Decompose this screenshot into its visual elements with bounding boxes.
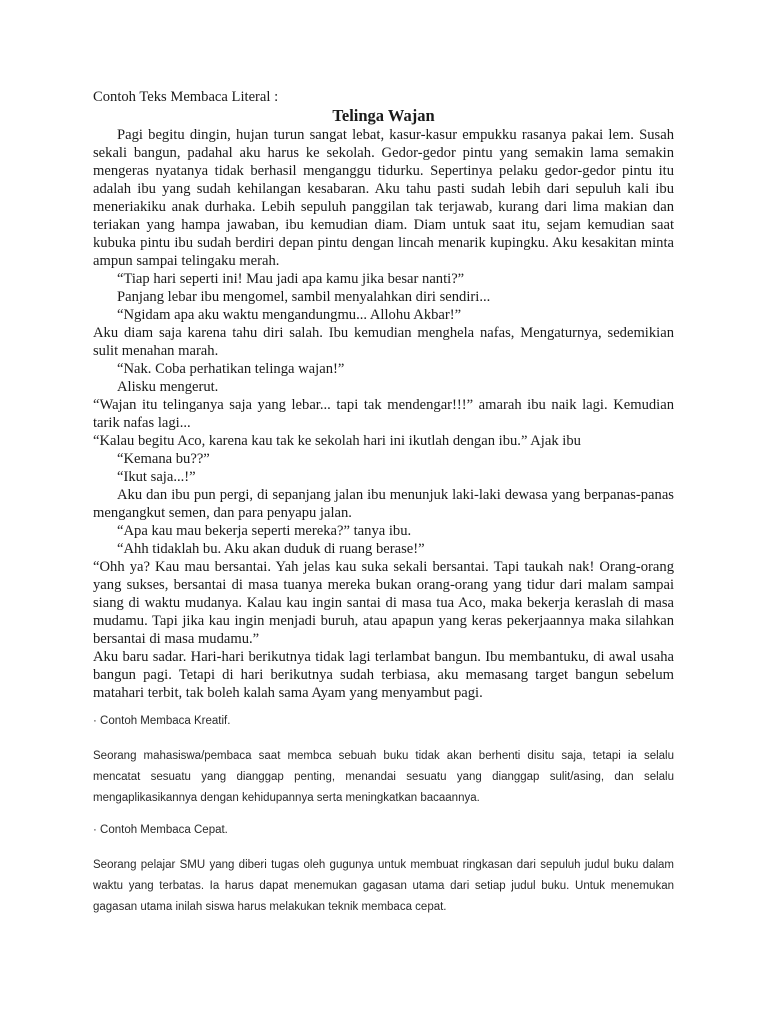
story-dialog-line: “Ahh tidaklah bu. Aku akan duduk di ruang berase!”: [117, 541, 425, 557]
story-paragraph: “Wajan itu telinganya saja yang lebar... tapi tak mendengar!!!” amarah ibu naik lagi. Kemudian tarik nafas lagi...: [93, 397, 674, 431]
story-dialog-line: “Tiap hari seperti ini! Mau jadi apa kamu jika besar nanti?”: [117, 271, 465, 287]
story-dialog-line: “Kemana bu??”: [117, 451, 210, 467]
story-paragraph: “Ohh ya? Kau mau bersantai. Yah jelas kau suka sekali bersantai. Tapi taukah nak! Orang-orang yang sukses, bersantai di masa tuanya mereka bukan orang-orang yang tidur dari malam sampai siang di waktu mudanya. Kalau kau ingin santai di masa tua Aco, maka bekerja keraslah di masa mudamu. Tapi jika kau ingin menjadi buruh, atau apapun yang keras pekerjaannya maka silahkan bersantai di masa mudamu.”: [93, 559, 674, 647]
story-paragraph: Aku diam saja karena tahu diri salah. Ibu kemudian menghela nafas, Mengaturnya, sedemikian sulit menahan marah.: [93, 325, 674, 359]
literal-reading-section: [93, 88, 674, 702]
story-paragraph: Aku baru sadar. Hari-hari berikutnya tidak lagi terlambat bangun. Ibu membantuku, di awal usaha bangun pagi. Tetapi di hari berikutnya sudah terbiasa, aku memasang target bangun sebelum matahari terbit, tak boleh kalah sama Ayam yang menyambut pagi.: [93, 649, 674, 701]
creative-reading-section: [93, 711, 674, 809]
creative-reading-body: Seorang mahasiswa/pembaca saat membca sebuah buku tidak akan berhenti disitu saja, tetapi ia selalu mencatat sesuatu yang dianggap penting, menandai sesuatu yang dianggap sulit/asing, dan selalu mengaplikasikannya dengan kehidupannya serta meningkatkan bacaannya.: [93, 750, 674, 804]
story-narration-line: Panjang lebar ibu mengomel, sambil menyalahkan diri sendiri...: [117, 289, 491, 305]
speed-reading-section: [93, 820, 674, 918]
creative-reading-heading: · Contoh Membaca Kreatif.: [93, 715, 231, 727]
story-dialog-line: “Apa kau mau bekerja seperti mereka?” tanya ibu.: [117, 523, 412, 539]
story-title: Telinga Wajan: [332, 106, 435, 125]
story-dialog-line: “Kalau begitu Aco, karena kau tak ke sekolah hari ini ikutlah dengan ibu.” Ajak ibu: [93, 433, 581, 449]
story-dialog-line: “Ngidam apa aku waktu mengandungmu... Allohu Akbar!”: [117, 307, 462, 323]
section-intro: Contoh Teks Membaca Literal :: [93, 89, 279, 105]
speed-reading-body: Seorang pelajar SMU yang diberi tugas oleh gugunya untuk membuat ringkasan dari sepuluh judul buku dalam waktu yang terbatas. Ia harus dapat menemukan gagasan utama dari setiap judul buku. Untuk menemukan gagasan utama inilah siswa harus melakukan teknik membaca cepat.: [93, 859, 674, 913]
story-dialog-line: “Nak. Coba perhatikan telinga wajan!”: [117, 361, 345, 377]
story-paragraph: Aku dan ibu pun pergi, di sepanjang jalan ibu menunjuk laki-laki dewasa yang berpanas-panas mengangkut semen, dan para penyapu jalan.: [93, 487, 674, 521]
story-paragraph: Pagi begitu dingin, hujan turun sangat lebat, kasur-kasur empukku rasanya pakai lem. Susah sekali bangun, padahal aku harus ke sekolah. Gedor-gedor pintu yang semakin lama semakin mengeras nyatanya tidak berhasil menganggu tidurku. Sepertinya pelaku gedor-gedor pintu itu adalah ibu yang sudah kehilangan kesabaran. Aku tahu pasti sudah lebih dari sepuluh kali ibu meneriakiku anak durhaka. Lebih sepuluh panggilan tak terjawab, kurang dari lima makian dan teriakan yang hampa jawaban, ibu kemudian diam. Diam untuk saat itu, sejam kemudian saat kubuka pintu ibu sudah berdiri depan pintu dengan lincah menarik kupingku. Aku kesakitan minta ampun sampai telingaku merah.: [93, 127, 674, 269]
story-dialog-line: “Ikut saja...!”: [117, 469, 196, 485]
speed-reading-heading: · Contoh Membaca Cepat.: [93, 824, 228, 836]
story-narration-line: Alisku mengerut.: [117, 379, 219, 395]
